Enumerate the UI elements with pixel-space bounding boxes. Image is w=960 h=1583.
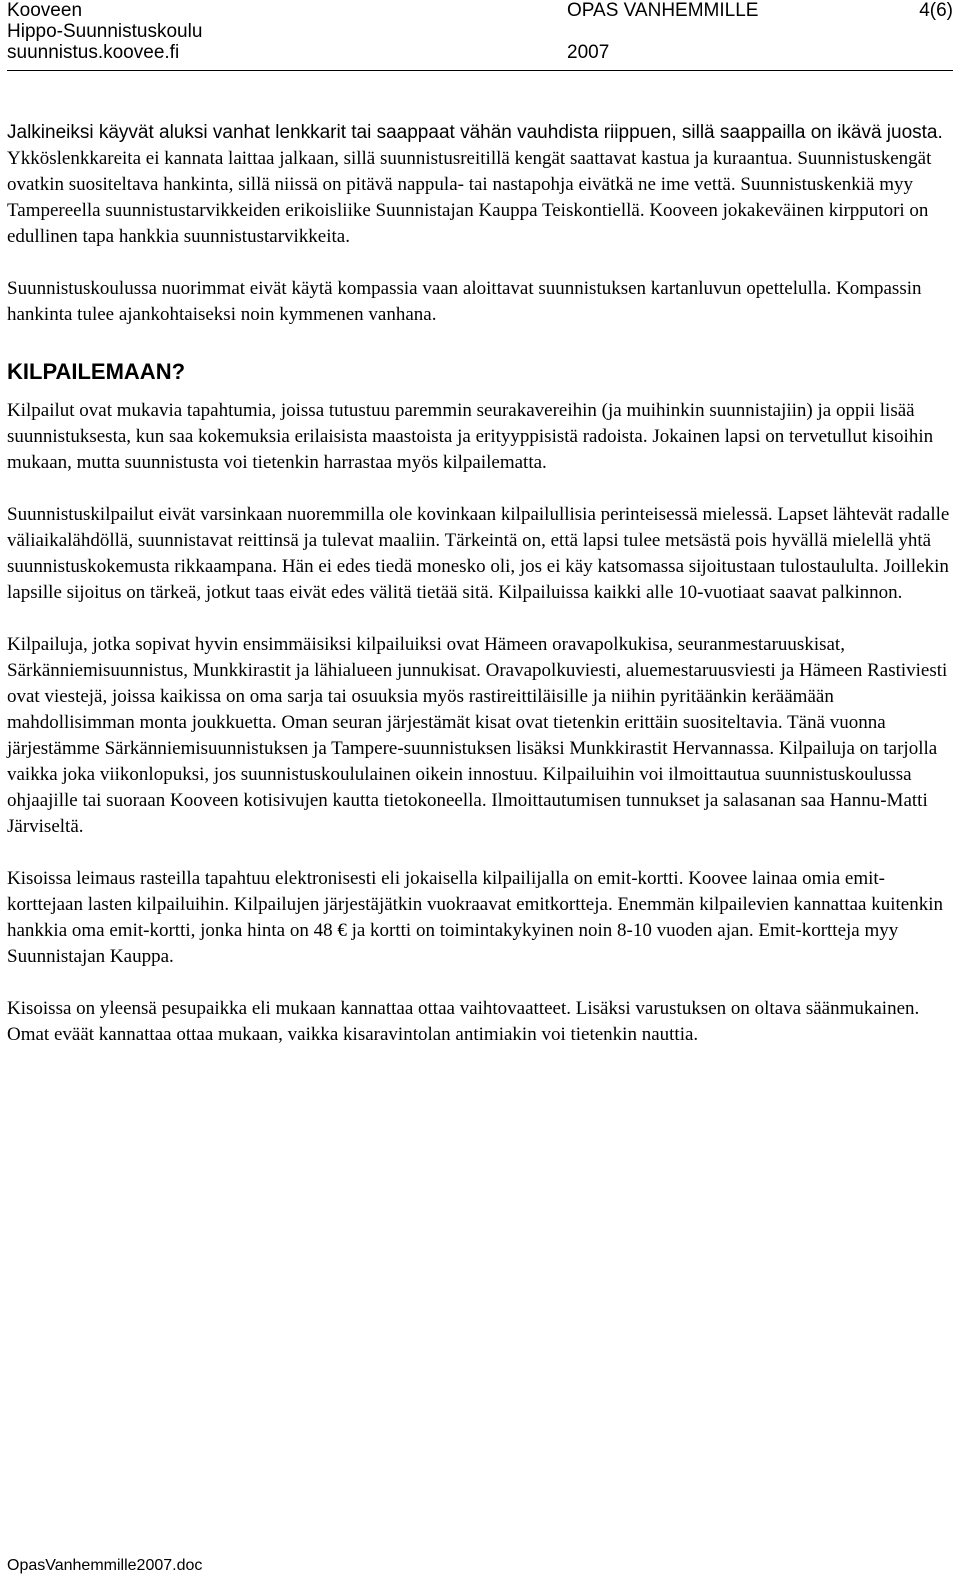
paragraph-footwear-serif: Ykköslenkkareita ei kannata laittaa jalkaan, sillä suunnistusreitillä kengät saattavat kastua ja kuraantua. Suunnistuskengät ovatkin suositeltava hankinta, sillä niissä on pitävä nappula- tai nastapohja eivätkä ne ime vettä. Suunnistuskenkiä myy Tampereella suunnistustarvikkeiden erikoisliike Suunnistajan Kauppa Teiskontiellä. Kooveen jokakeväinen kirpputori on edullinen tapa hankkia suunnistustarvikkeita. — [7, 148, 932, 247]
paragraph-emit-card: Kisoissa leimaus rasteilla tapahtuu elektronisesti eli jokaisella kilpailijalla on emit-kortti. Koovee lainaa omia emit-korttejaan lasten kilpailuihin. Kilpailujen järjestäjätkin vuokraavat emitkortteja. Enemmän kilpailevien kannattaa kuitenkin hankkia oma emit-kortti, jonka hinta on 48 € ja kortti on toimintakykyinen noin 8-10 vuoden ajan. Emit-kortteja myy Suunnistajan Kauppa. — [7, 868, 943, 967]
paragraph-competitions-intro: Kilpailut ovat mukavia tapahtumia, joissa tutustuu paremmin seurakavereihin (ja muihinkin suunnistajiin) ja oppii lisää suunnistuksesta, kun saa kokemuksia erilaisista maastoista ja erityyppisistä radoista. Jokainen lapsi on tervetullut kisoihin mukaan, mutta suunnistusta voi tietenkin harrastaa myös kilpailematta. — [7, 400, 934, 473]
header-row-3 — [7, 42, 953, 63]
paragraph-compass: Suunnistuskoulussa nuorimmat eivät käytä kompassia vaan aloittavat suunnistuksen kartanluvun opettelulla. Kompassin hankinta tulee ajankohtaiseksi noin kymmenen vanhana. — [7, 278, 922, 325]
document-body — [7, 120, 953, 1074]
header-doc-title: OPAS VANHEMMILLE — [567, 0, 759, 21]
paragraph-equipment: Kisoissa on yleensä pesupaikka eli mukaan kannattaa ottaa vaihtovaatteet. Lisäksi varustuksen on oltava säänmukainen. Omat eväät kannattaa ottaa mukaan, vaikka kisaravintolan antimiakin voi tietenkin nauttia. — [7, 998, 920, 1045]
header-club: Hippo-Suunnistuskoulu — [7, 21, 203, 42]
section-heading: KILPAILEMAAN? — [7, 359, 186, 384]
header-year: 2007 — [567, 42, 610, 63]
header-website: suunnistus.koovee.fi — [7, 42, 180, 63]
paragraph-competitions-kids: Suunnistuskilpailut eivät varsinkaan nuoremmilla ole kovinkaan kilpailullisia perinteisessä mielessä. Lapset lähtevät radalle väliaikalähdöllä, suunnistavat reittinsä ja tulevat maaliin. Tärkeintä on, että lapsi tulee metsästä pois hyvällä mielellä yhtä suunnistuskokemusta rikkaampana. Hän ei edes tiedä monesko oli, jos ei käy katsomassa sijoitustaan tulostaululta. Joillekin lapsille sijoitus on tärkeä, jotkut taas eivät edes välitä tietää sitä. Kilpailuissa kaikki alle 10-vuotiaat saavat palkinnon. — [7, 504, 950, 603]
page-header — [7, 0, 953, 63]
paragraph-footwear — [7, 120, 953, 250]
paragraph-competition-list: Kilpailuja, jotka sopivat hyvin ensimmäisiksi kilpailuiksi ovat Hämeen oravapolkukisa, seuranmestaruuskisat, Särkänniemisuunnistus, Munkkirastit ja lähialueen junnukisat. Oravapolkuviesti, aluemestaruusviesti ja Hämeen Rastiviesti ovat viestejä, joissa kaikissa on oma sarja tai osuuksia myös rastireittiläisille ja niihin pyritäänkin keräämään mahdollisimman monta joukkuetta. Oman seuran järjestämät kisat ovat tietenkin erittäin suositeltavia. Tänä vuonna järjestämme Särkänniemisuunnistuksen ja Tampere-suunnistuksen lisäksi Munkkirastit Hervannassa. Kilpailuja on tarjolla vaikka joka viikonlopuksi, jos suunnistuskoululainen oikein innostuu. Kilpailuihin voi ilmoittautua suunnistuskoulussa ohjaajille tai suoraan Kooveen kotisivujen kautta tietokoneella. Ilmoittautumisen tunnukset ja salasanan saa Hannu-Matti Järviseltä. — [7, 634, 948, 837]
header-org: Kooveen — [7, 0, 83, 21]
header-row-1 — [7, 0, 953, 21]
header-page-number: 4(6) — [919, 0, 953, 21]
page-footer-filename: OpasVanhemmille2007.doc — [7, 1557, 203, 1574]
header-divider — [7, 70, 953, 71]
header-row-2 — [7, 21, 953, 42]
paragraph-footwear-sans: Jalkineiksi käyvät aluksi vanhat lenkkarit tai saappaat vähän vauhdista riippuen, sillä saappailla on ikävä juosta. — [7, 122, 943, 143]
